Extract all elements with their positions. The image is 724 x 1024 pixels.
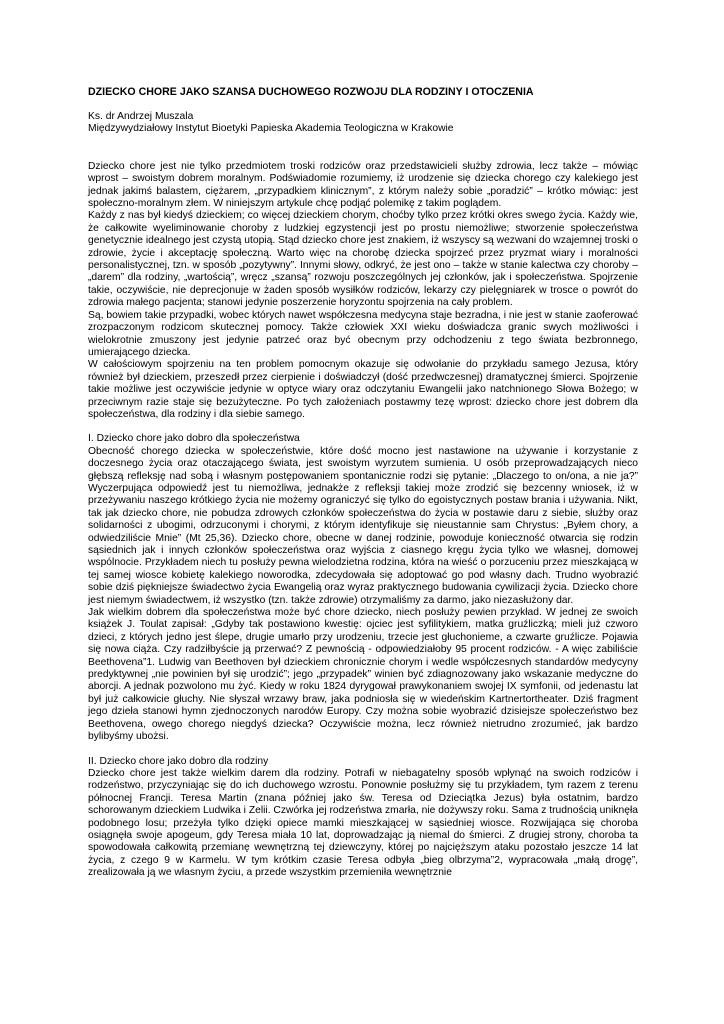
section-heading: I. Dziecko chore jako dobro dla społeczeństwa: [88, 433, 300, 445]
section-paragraph: Obecność chorego dziecka w społeczeństwie, które dość mocno jest nastawione na używanie i korzystanie z doczesnego życia oraz otaczającego świata, jest swoistym wyrzutem sumienia. U osób przeprowadzających nieco głębszą refleksję nad sobą i własnym postępowaniem spontanicznie rodzi się pytanie: „Dlaczego to on/ona, a nie ja?” Wyczerpująca odpowiedź jest tu niemożliwa, jednakże z refleksji takiej może zrodzić się bezcenny wniosek, iż w przeżywaniu naszego krótkiego życia nie możemy ograniczyć się tylko do egoistycznych postaw brania i używania. Nikt, tak jak dziecko chore, nie pobudza zdrowych członków społeczeństwa do życia w postawie daru z siebie, służby oraz solidarności z ubogimi, odrzuconymi i chorymi, z którym identyfikuje się nieustannie sam Chrystus: „Byłem chory, a odwiedziliście Mnie” (Mt 25,36). Dziecko chore, obecne w danej rodzinie, powoduje konieczność otwarcia się rodzin sąsiednich jak i innych członków społeczeństwa oraz wyjścia z ciasnego kręgu życia tylko we własnej, domowej wspólnocie. Przykładem niech tu posłuży pewna wielodzietna rodzina, która na wieść o porzuceniu przez mieszkającą w tej samej wiosce kobietę kalekiego noworodka, zdecydowała się adoptować go pod własny dach. Trudno wyobrazić sobie dziś piękniejsze świadectwo życia Ewangelią oraz wyraz praktycznego budowania cywilizacji życia. Dziecko chore jest niemym świadectwem, iż wszystko (tzn. także zdrowie) otrzymaliśmy za darmo, jako niezasłużony dar.: [88, 445, 638, 606]
intro-paragraph: Są, bowiem takie przypadki, wobec których nawet współczesna medycyna staje bezradna, i nie jest w stanie zaoferować zrozpaczonym rodzicom skutecznej pomocy. Także człowiek XXI wieku doświadcza granic swych możliwości i wielokrotnie zmuszony jest jedynie patrzeć oraz być obecnym przy odchodzeniu z tego świata bezbronnego, umierającego dziecka.: [88, 309, 638, 358]
section-heading: II. Dziecko chore jako dobro dla rodziny: [88, 755, 269, 767]
author-name: Ks. dr Andrzej Muszala: [88, 111, 194, 122]
intro-paragraph: Dziecko chore jest nie tylko przedmiotem troski rodziców oraz przedstawicieli służby zdrowia, lecz także – mówiąc wprost – swoistym dobrem moralnym. Podświadomie rozumiemy, iż urodzenie się dziecka chorego czy kalekiego jest jednak jakimś balastem, ciężarem, „przypadkiem klinicznym”, z którym należy sobie „poradzić” – krótko mówiąc: jest społeczno-moralnym złem. W niniejszym artykule chcę podjąć polemikę z takim poglądem.: [88, 160, 638, 210]
spacer: [88, 149, 638, 161]
section-paragraph: Dziecko chore jest także wielkim darem dla rodziny. Potrafi w niebagatelny sposób wpłynąć na swoich rodziców i rodzeństwo, przyczyniając się do ich duchowego wzrostu. Ponownie posłużmy się tu przykładem, tym razem z terenu północnej Francji. Teresa Martin (znana później jako św. Teresa od Dzieciątka Jezus) była ostatnim, bardzo schorowanym dzieckiem Ludwika i Zelii. Czwórka jej rodzeństwa zmarła, nie dożywszy roku. Sama z trudnością uniknęła podobnego losu; przeżyła tylko dzięki opiece mamki mieszkającej w sąsiedniej wiosce. Rozwijająca się choroba osiągnęła swoje apogeum, gdy Teresa miała 10 lat, doprowadzając ją niemal do śmierci. Z drugiej strony, choroba ta spowodowała całkowitą przemianę wewnętrzną tej dziewczyny, której po najcięższym ataku pozostało jeszcze 14 lat życia, z czego 9 w Karmelu. W tym krótkim czasie Teresa odbyła „bieg olbrzyma”2, wypracowała „małą drogę”, zrealizowała ją we własnym życiu, a przede wszystkim przemieniła wewnętrznie: [88, 767, 638, 879]
intro-paragraph: W całościowym spojrzeniu na ten problem pomocnym okazuje się odwołanie do przykładu samego Jezusa, który również był dzieckiem, przeszedł przez cierpienie i doświadczył (dość przedwczesnej) dramatycznej śmierci. Spojrzenie takie możliwe jest oczywiście jedynie w optyce wiary oraz odczytaniu Ewangelii jako natchnionego Słowa Bożego; w przeciwnym razie staje się bezużyteczne. Po tych założeniach postawmy tezę wprost: dziecko chore jest dobrem dla społeczeństwa, dla rodziny i dla siebie samego.: [88, 359, 638, 420]
author-affiliation: Międzywydziałowy Instytut Bioetyki Papieska Akademia Teologiczna w Krakowie: [88, 123, 454, 135]
document-page: [88, 86, 638, 880]
section-paragraph: Jak wielkim dobrem dla społeczeństwa może być chore dziecko, niech posłuży pewien przykład. W jednej ze swoich książek J. Toulat zapisał: „Gdyby tak postawiono kwestię: ojciec jest syfilitykiem, matka gruźliczką; mieli już czworo dzieci, z których jedno jest ślepe, drugie umarło przy urodzeniu, trzecie jest głuchonieme, a czwarte gruźlicze. Pojawia się nowa ciąża. Czy radziłbyście ją przerwać? Z pewnością - odpowiedziałoby 95 procent rodziców. - A więc zabiliście Beethovena”1. Ludwig van Beethoven był dzieckiem chronicznie chorym i wedle współczesnych standardów medycyny predyktywnej „nie powinien był się urodzić”; jego „przypadek” winien być zdiagnozowany jako wskazanie medyczne do aborcji. A jednak pozwolono mu żyć. Kiedy w roku 1824 dyrygował prawykonaniem swojej IX symfonii, od jedenastu lat był już całkowicie głuchy. Nie słyszał wrzawy braw, jaka podniosła się w wiedeńskim Kartnertortheater. Dziś fragment jego dzieła stanowi hymn zjednoczonych narodów Europy. Czy można sobie wyobrazić dzisiejsze społeczeństwo bez Beethovena, owego chorego niegdyś dziecka? Oczywiście można, lecz również nietrudno zrozumieć, jak bardzo bylibyśmy ubożsi.: [88, 607, 638, 743]
section-family: [88, 756, 638, 880]
document-title: DZIECKO CHORE JAKO SZANSA DUCHOWEGO ROZWOJU DLA RODZINY I OTOCZENIA: [88, 86, 534, 98]
author-block: [88, 111, 638, 136]
intro-paragraph: Każdy z nas był kiedyś dzieckiem; co więcej dzieckiem chorym, choćby tylko przez krótki okres swego życia. Każdy wie, że całkowite wyeliminowanie choroby z ludzkiej egzystencji jest po prostu niemożliwe; stworzenie społeczeństwa genetycznie idealnego jest czystą utopią. Stąd dziecko chore jest znakiem, iż wszyscy są wezwani do wzajemnej troski o zdrowie, życie i akceptację społeczną. Warto więc na chorobę dziecka spojrzeć przez pryzmat wiary i moralności personalistycznej, tzn. w sposób „pozytywny”. Innymi słowy, odkryć, że jest ono – także w stanie kalectwa czy choroby – „darem” dla rodziny, „wartością”, wręcz „szansą” rozwoju poszczególnych jej członków, jak i społeczeństwa. Spojrzenie takie, oczywiście, nie deprecjonuje w żaden sposób wysiłków rodziców, lekarzy czy pielęgniarek w trosce o powrót do zdrowia małego pacjenta; stanowi jedynie poszerzenie horyzontu spojrzenia na cały problem.: [88, 210, 638, 309]
intro-section: [88, 161, 638, 422]
spacer: [88, 421, 638, 433]
section-society: [88, 433, 638, 743]
spacer: [88, 744, 638, 756]
